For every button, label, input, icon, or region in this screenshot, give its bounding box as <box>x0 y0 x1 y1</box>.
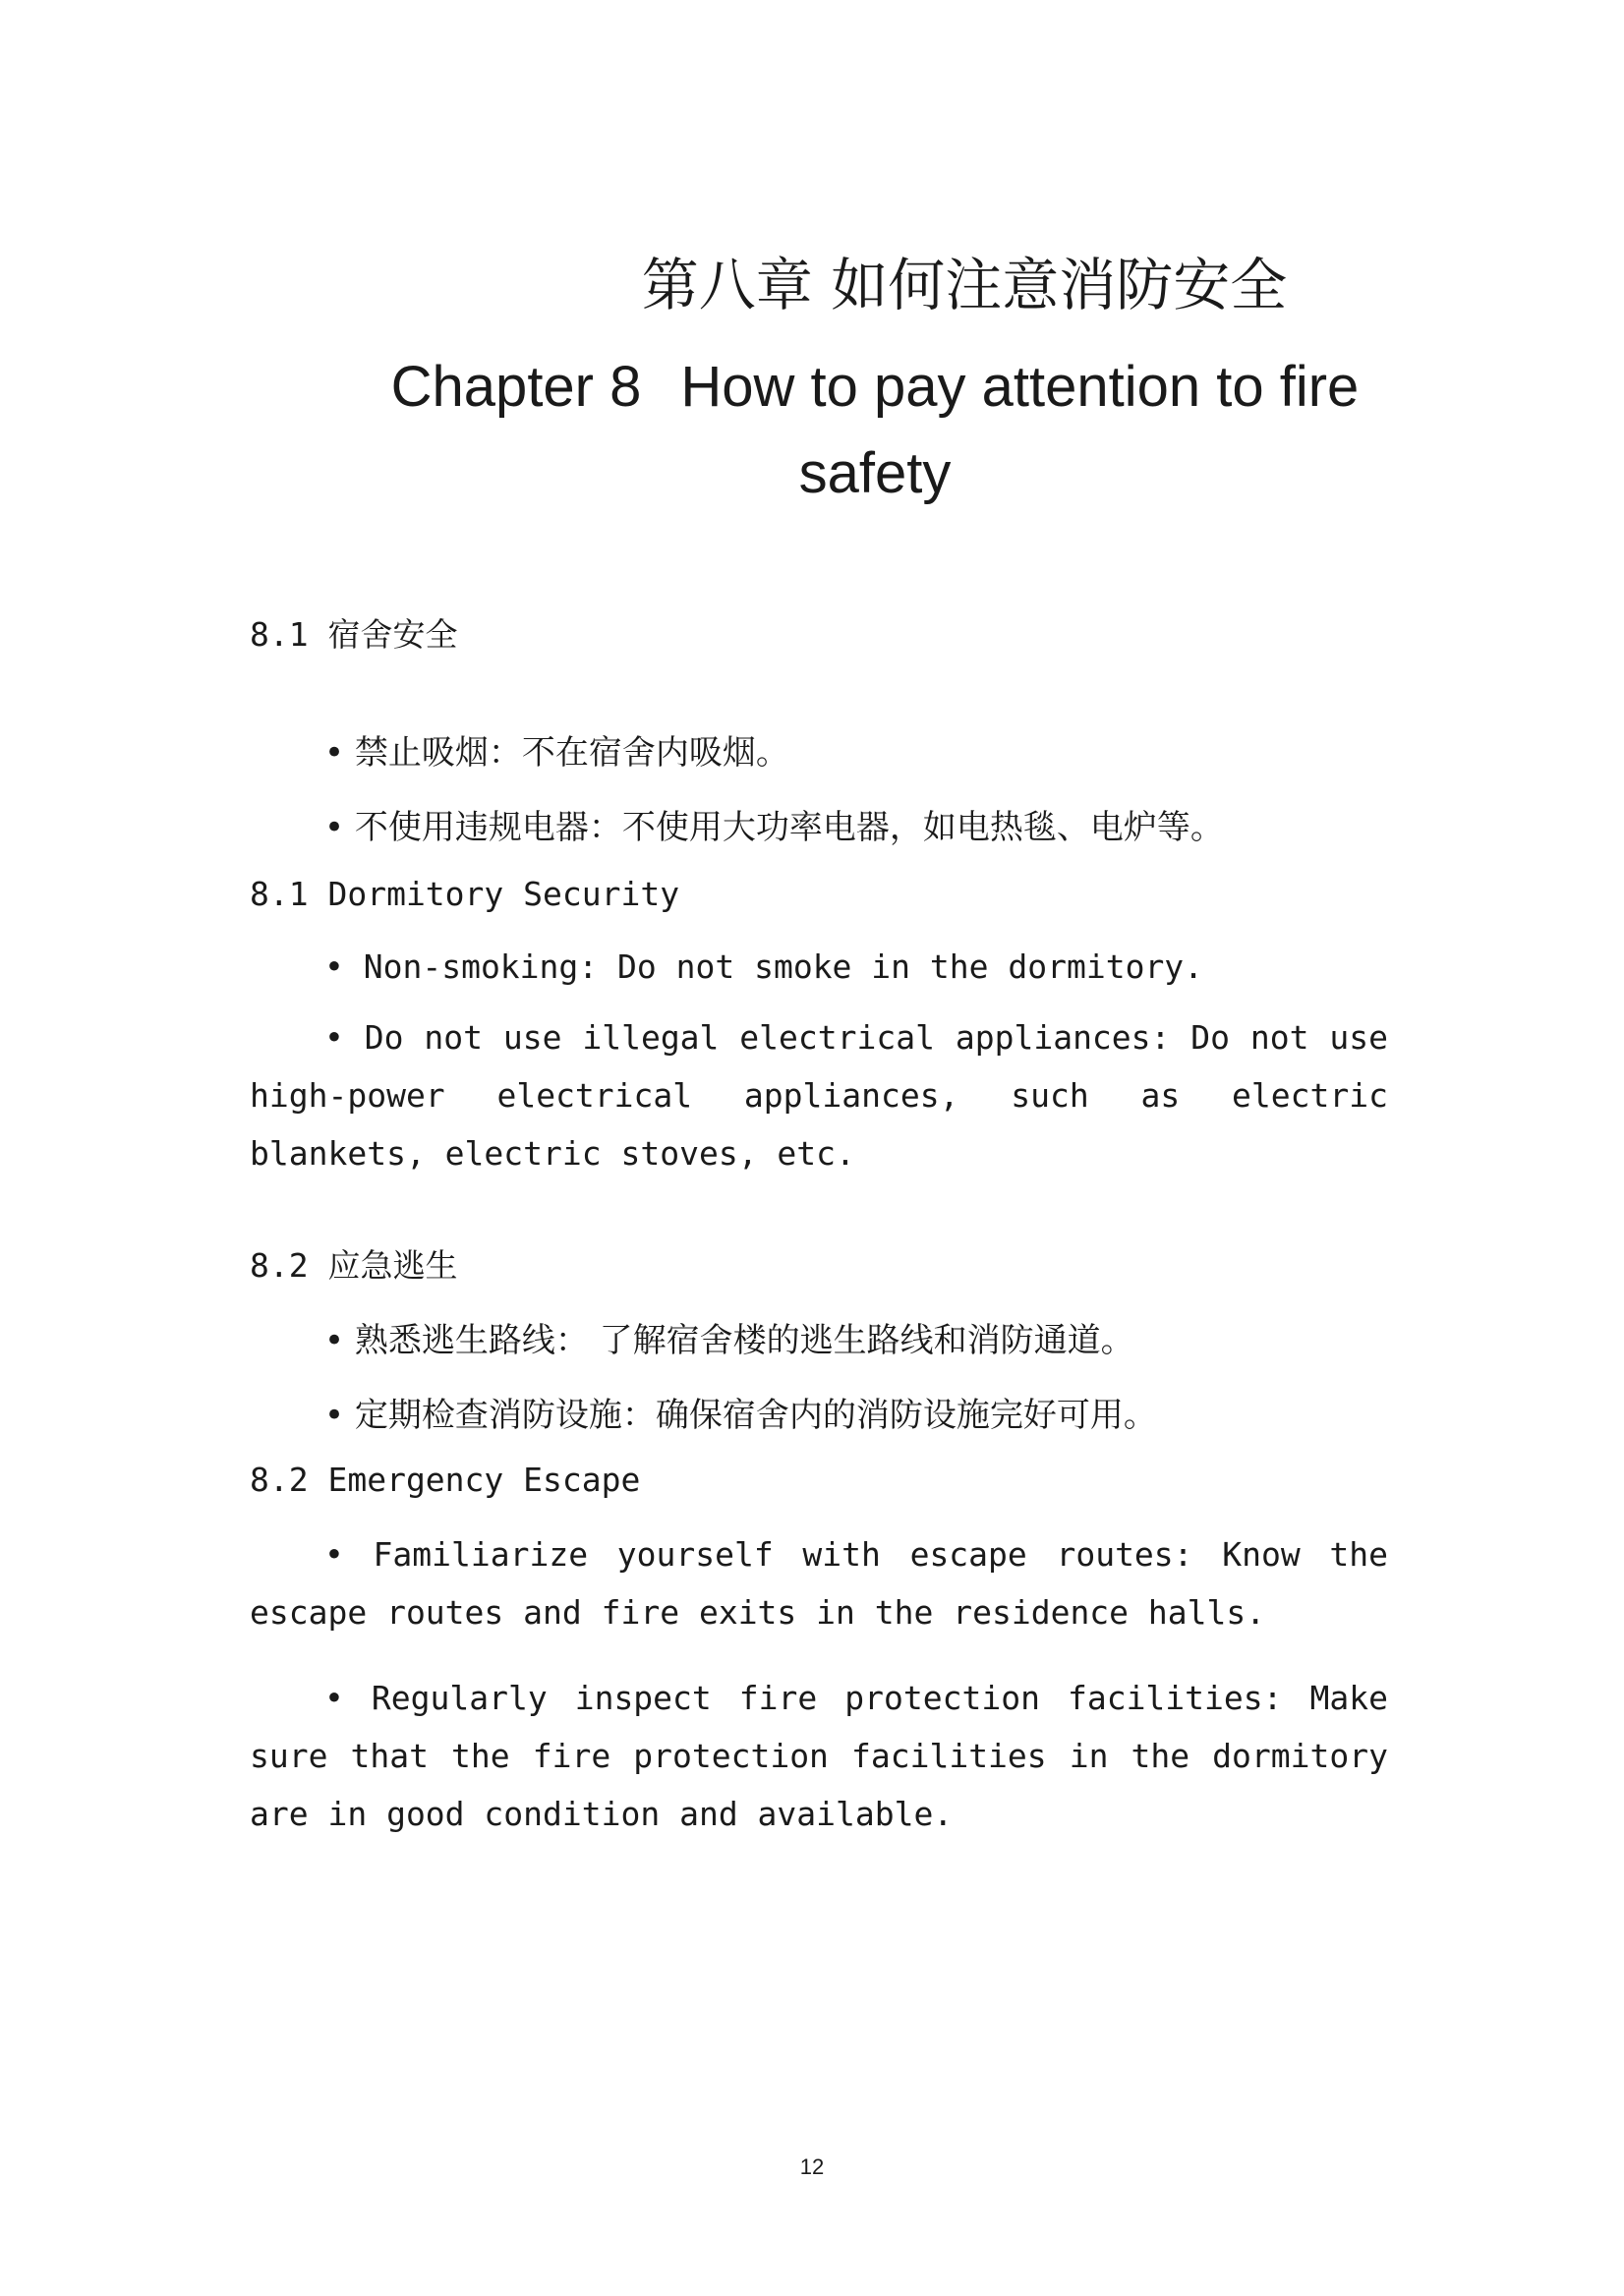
bullet-escape-routes-cn: • 熟悉逃生路线： 了解宿舍楼的逃生路线和消防通道。 <box>324 1321 1134 1360</box>
bullet-no-smoking-en: • Non-smoking: Do not smoke in the dormitory. <box>324 947 1204 986</box>
section-heading-8-2-en: 8.2 Emergency Escape <box>250 1461 641 1499</box>
bullet-no-smoking-cn: • 禁止吸烟：不在宿舍内吸烟。 <box>324 733 789 773</box>
bullet-no-illegal-appliances-en: • Do not use illegal electrical appliances: Do not use high-power electrical appliances, such as electric blankets, electric stoves, etc. <box>250 1018 1388 1173</box>
chapter-title-chinese: 第八章 如何注意消防安全 <box>641 252 1288 318</box>
section-heading-8-2-cn: 8.2 应急逃生 <box>250 1246 458 1285</box>
bullet-inspect-facilities-cn: • 定期检查消防设施：确保宿舍内的消防设施完好可用。 <box>324 1396 1157 1435</box>
bullet-no-illegal-appliances-cn: • 不使用违规电器：不使用大功率电器，如电热毯、电炉等。 <box>324 808 1224 847</box>
section-heading-8-1-cn: 8.1 宿舍安全 <box>250 615 458 654</box>
chapter-number: Chapter 8 <box>390 355 642 419</box>
chapter-name: How to pay attention to fire safety <box>680 355 1360 505</box>
section-heading-8-1-en: 8.1 Dormitory Security <box>250 875 680 913</box>
chapter-title-english <box>354 344 1396 517</box>
bullet-escape-routes-en: • Familiarize yourself with escape routes: Know the escape routes and fire exits in the residence halls. <box>250 1535 1388 1632</box>
page-number: 12 <box>799 2154 825 2179</box>
bullet-inspect-facilities-en: • Regularly inspect fire protection facilities: Make sure that the fire protection facilities in the dormitory are in good condition and available. <box>250 1679 1388 1833</box>
